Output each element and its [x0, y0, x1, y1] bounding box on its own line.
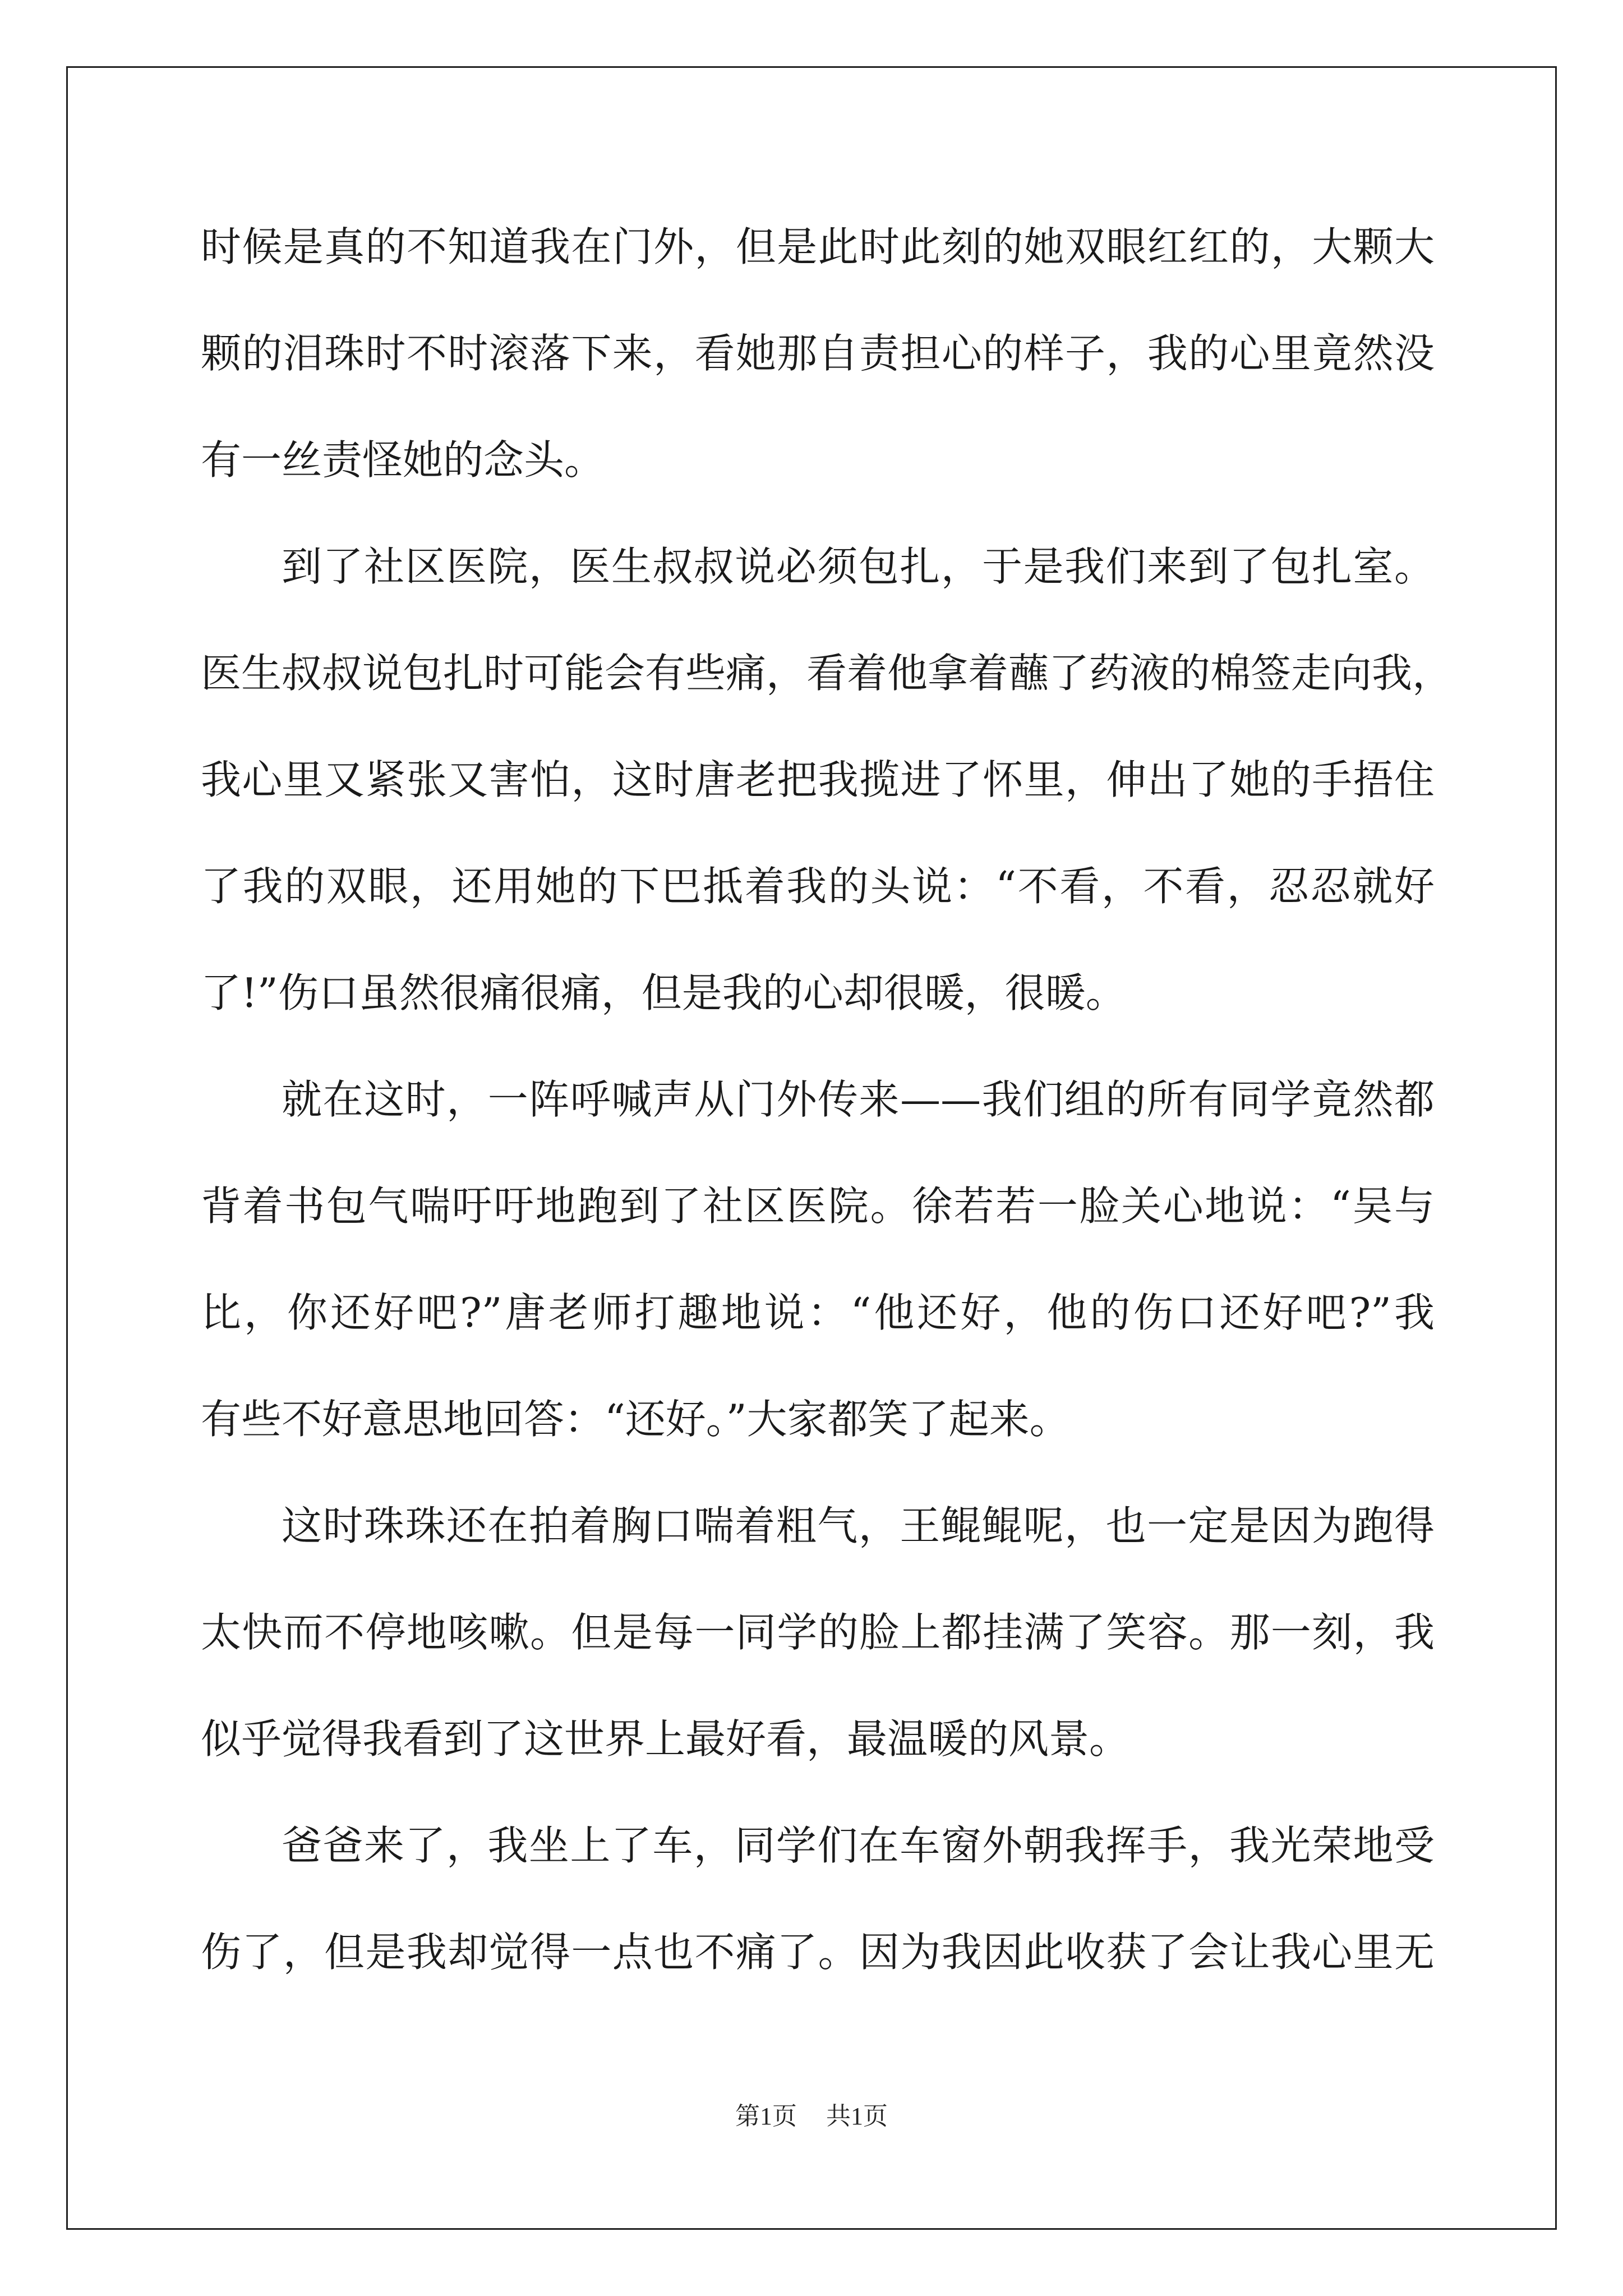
- text-line: 似乎觉得我看到了这世界上最好看，最温暖的风景。: [201, 1715, 1130, 1763]
- page-total: 共1页: [826, 2102, 888, 2130]
- paragraph-first-line: 爸爸来了，我坐上了车，同学们在车窗外朝我挥手，我光荣地受: [282, 1822, 1435, 1869]
- text-line: 医生叔叔说包扎时可能会有些痛，看着他拿着蘸了药液的棉签走向我，: [201, 650, 1453, 697]
- text-line: 我心里又紧张又害怕，这时唐老把我揽进了怀里，伸出了她的手捂住: [201, 756, 1435, 803]
- page-border: [66, 66, 1557, 2230]
- text-line: 颗的泪珠时不时滚落下来，看她那自责担心的样子，我的心里竟然没: [201, 330, 1435, 377]
- text-line: 背着书包气喘吁吁地跑到了社区医院。徐若若一脸关心地说：“吴与: [201, 1182, 1435, 1230]
- paragraph-first-line: 就在这时，一阵呼喊声从门外传来——我们组的所有同学竟然都: [282, 1076, 1435, 1123]
- paragraph-first-line: 到了社区医院，医生叔叔说必须包扎，于是我们来到了包扎室。: [282, 543, 1435, 590]
- paragraph-first-line: 这时珠珠还在拍着胸口喘着粗气，王鲲鲲呢，也一定是因为跑得: [282, 1502, 1435, 1549]
- text-line: 伤了，但是我却觉得一点也不痛了。因为我因此收获了会让我心里无: [201, 1929, 1435, 1976]
- text-line: 时候是真的不知道我在门外，但是此时此刻的她双眼红红的，大颗大: [201, 223, 1435, 270]
- text-line: 太快而不停地咳嗽。但是每一同学的脸上都挂满了笑容。那一刻，我: [201, 1609, 1435, 1656]
- text-line: 有些不好意思地回答：“还好。”大家都笑了起来。: [201, 1396, 1070, 1443]
- page-footer: [0, 2100, 1623, 2133]
- text-line: 比，你还好吧?”唐老师打趣地说：“他还好，他的伤口还好吧?”我: [201, 1289, 1435, 1336]
- text-line: 有一丝责怪她的念头。: [201, 436, 605, 484]
- text-line: 了我的双眼，还用她的下巴抵着我的头说：“不看，不看，忍忍就好: [201, 863, 1435, 910]
- page-number: 第1页: [735, 2102, 797, 2130]
- text-line: 了!”伤口虽然很痛很痛，但是我的心却很暖，很暖。: [201, 969, 1126, 1016]
